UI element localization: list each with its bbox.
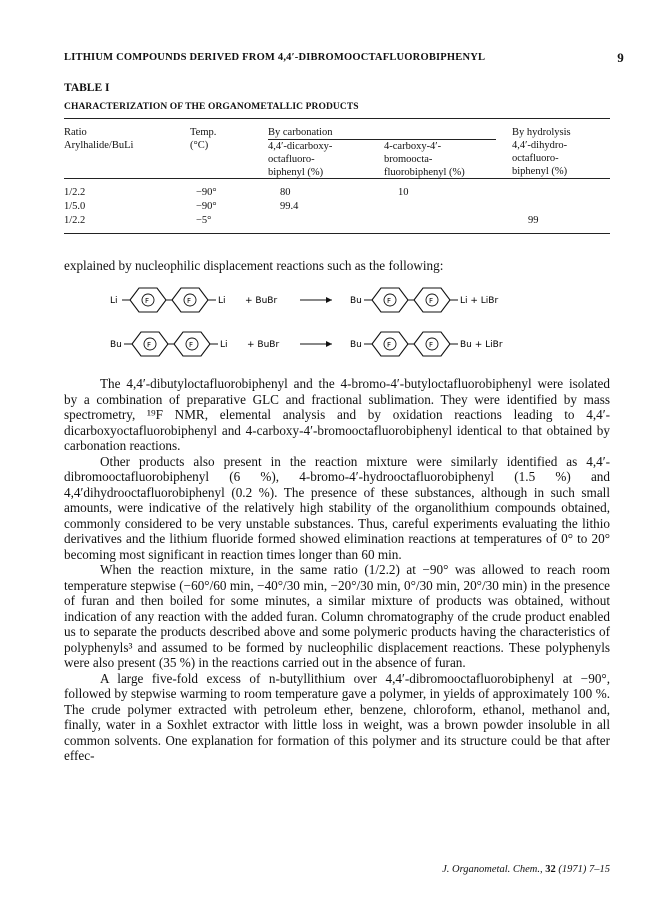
eq2-right-sub: Li xyxy=(220,340,228,350)
header-ratio: Ratio Arylhalide/BuLi xyxy=(64,127,134,151)
header-temp: Temp. (°C) xyxy=(190,127,217,151)
table-bottom-rule xyxy=(64,233,610,234)
eq2-reagent: + BuBr xyxy=(247,340,280,350)
header-carboxy-bromo: 4-carboxy-4′- bromoocta- fluorobiphenyl (%) xyxy=(384,141,465,178)
svg-text:F: F xyxy=(187,297,192,305)
svg-text:F: F xyxy=(387,341,392,349)
eq1-left-sub: Li xyxy=(110,296,118,306)
paragraph: Other products also present in the reaction mixture were similarly identified as 4,4′-dibromooctafluorobiphenyl (6 %), 4-bromo-4′-hydrooctafluorobiphenyl (1.5 %) and 4,4′dihydrooctafluorobiphenyl (0.2 %). The presence of these substances, although in such small amounts, were indicative of the relatively high stability of the organolithium compounds obtained, commonly considered to be very unstable substances. Thus, careful experiments evaluating the lithio derivatives and the lithium fluoride formed showed elimination reactions at temperatures of 0° to 20° becoming most significant in reaction times longer than 60 min. xyxy=(64,453,610,562)
svg-text:F: F xyxy=(387,297,392,305)
journal-pages: (1971) 7–15 xyxy=(558,864,610,875)
eq1-right-sub: Li xyxy=(218,296,226,306)
eq1-prod-left: Bu xyxy=(350,296,362,306)
header-hydrolysis: By hydrolysis 4,4′-dihydro- octafluoro- biphenyl (%) xyxy=(512,127,571,177)
svg-text:F: F xyxy=(429,297,434,305)
header-carbonation: By carbonation xyxy=(268,127,333,138)
header-dicarboxy: 4,4′-dicarboxy- octafluoro- biphenyl (%) xyxy=(268,141,333,178)
reaction-equation-2 xyxy=(100,326,560,360)
page-number: 9 xyxy=(617,50,624,65)
reaction-equation-1 xyxy=(100,282,560,316)
table-header-rule xyxy=(64,178,610,179)
running-head-title: LITHIUM COMPOUNDS DERIVED FROM 4,4′-DIBROMOOCTAFLUOROBIPHENYL xyxy=(64,52,486,63)
body-text xyxy=(64,376,610,764)
journal-volume: 32 xyxy=(545,864,556,875)
paragraph: A large five-fold excess of n-butyllithium over 4,4′-dibromooctafluorobiphenyl at −90°, followed by stepwise warming to room temperature gave a polymer, in yields of approximately 100 %. The crude polymer extracted with petroleum ether, benzene, chloroform, ethanol, methanol and, finally, water in a Soxhlet extractor with little loss in weight, was a brown powder insoluble in all common solvents. One explanation for formation of this polymer and its structure could be that after effec- xyxy=(64,670,610,763)
intro-line: explained by nucleophilic displacement reactions such as the following: xyxy=(64,258,444,273)
running-head xyxy=(64,52,624,63)
eq1-prod-right: Li + LiBr xyxy=(460,296,499,306)
eq2-left-sub: Bu xyxy=(110,340,122,350)
table-label: TABLE I xyxy=(64,82,110,94)
svg-text:F: F xyxy=(189,341,194,349)
table-caption: CHARACTERIZATION OF THE ORGANOMETALLIC PRODUCTS xyxy=(64,102,359,112)
svg-text:F: F xyxy=(429,341,434,349)
svg-text:F: F xyxy=(147,341,152,349)
svg-text:F: F xyxy=(145,297,150,305)
eq2-prod-left: Bu xyxy=(350,340,362,350)
table-top-rule xyxy=(64,118,610,119)
paragraph: The 4,4′-dibutyloctafluorobiphenyl and the 4-bromo-4′-butyloctafluorobiphenyl were isolated by a combination of preparative GLC and fractional sublimation. They were identified by mass spectrometry, ¹⁹F NMR, elemental analysis and by oxidation reactions leading to 4,4′-dicarboxyoctafluorobiphenyl and 4-carboxy-4′-bromooctafluorobiphenyl identical to that obtained by carbonation reactions. xyxy=(64,376,610,453)
journal-citation xyxy=(442,864,610,875)
eq2-prod-right: Bu + LiBr xyxy=(460,340,503,350)
paragraph: When the reaction mixture, in the same ratio (1/2.2) at −90° was allowed to reach room temperature stepwise (−60°/60 min, −40°/30 min, −20°/30 min, 0°/30 min, 20°/30 min) in the presence of furan and then boiled for some minutes, a similar mixture of products was obtained, without indication of any reaction with the added furan. Column chromatography of the crude product enabled us to separate the products described above and some polymeric products having the characteristics of polyphenyls³ and assumed to be formed by nucleophilic displacement reactions. These polyphenyls were also present (35 %) in the reactions carried out in the absence of furan. xyxy=(64,562,610,670)
eq1-reagent: + BuBr xyxy=(245,296,278,306)
journal-name: J. Organometal. Chem., xyxy=(442,864,543,875)
